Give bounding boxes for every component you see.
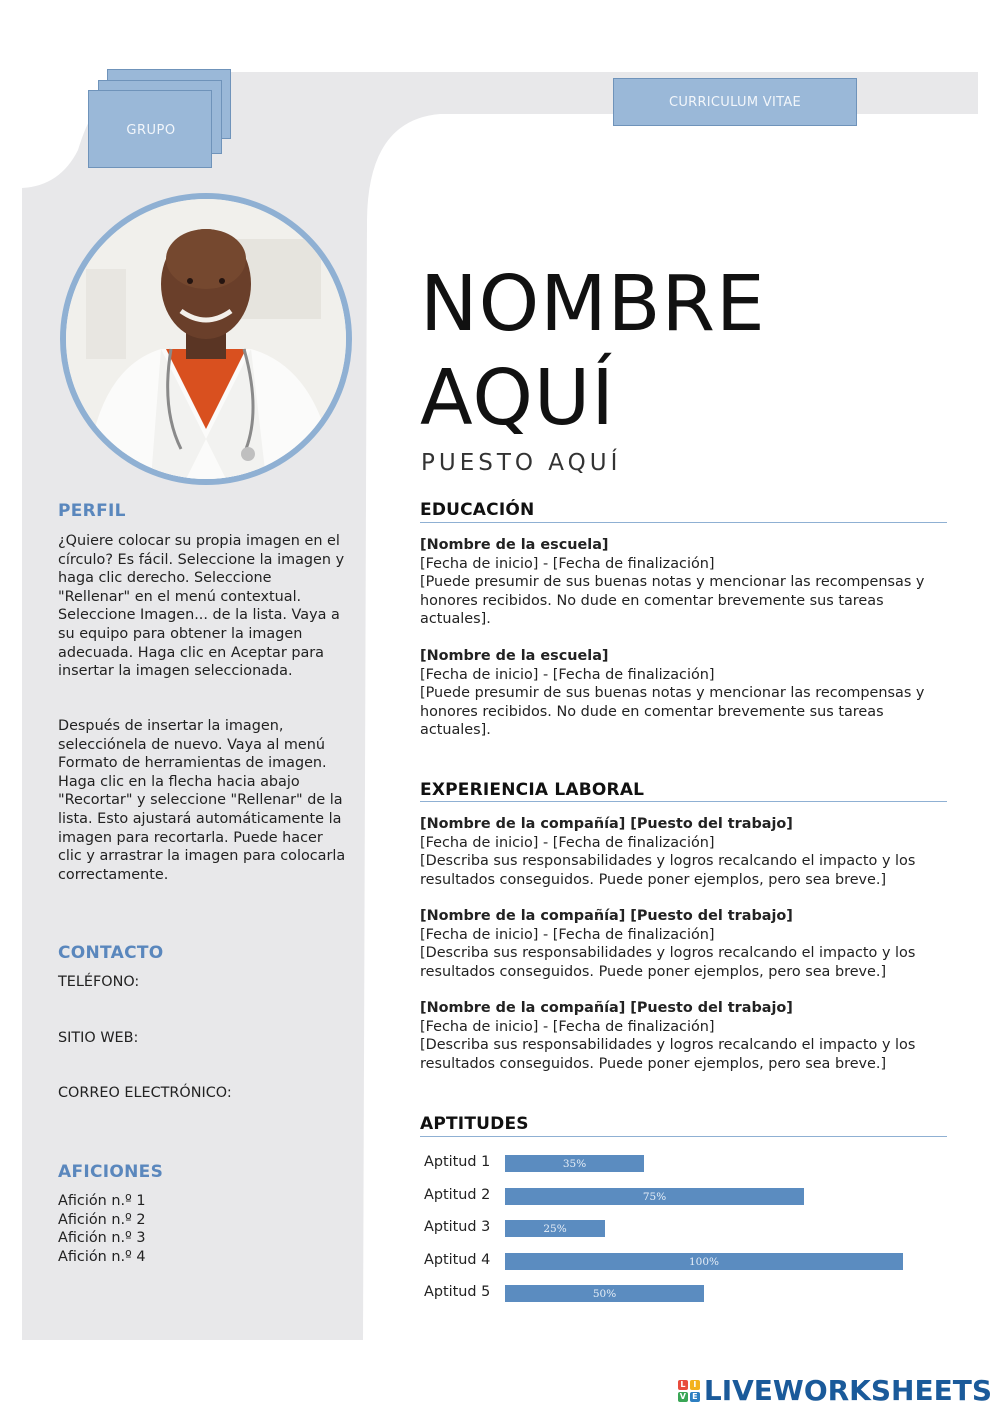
aficiones-heading: AFICIONES: [58, 1162, 164, 1182]
sitio-web-label: SITIO WEB:: [58, 1030, 139, 1046]
skill-percent: 100%: [688, 1255, 720, 1268]
skill-bar: [505, 1220, 605, 1237]
telefono-label: TELÉFONO:: [58, 974, 140, 990]
aficion-item: Afición n.º 1: [58, 1193, 146, 1209]
aficion-item: Afición n.º 3: [58, 1230, 146, 1246]
education-entry: [420, 536, 950, 629]
job-dates: [Fecha de inicio] - [Fecha de finalización]: [420, 926, 715, 943]
company-and-position: [Nombre de la compañía] [Puesto del trabajo]: [420, 908, 793, 924]
education-dates: [Fecha de inicio] - [Fecha de finalización]: [420, 555, 715, 572]
perfil-paragraph-2: Después de insertar la imagen, selecciónela de nuevo. Vaya al menú Formato de herramientas de imagen. Haga clic en la flecha hacia abajo "Recortar" y seleccione "Rellenar" de la lista. Esto ajustará automáticamente la imagen para recortarla. Puede hacer clic y arrastrar la imagen para colocarla correctamente.: [58, 718, 346, 883]
profile-photo[interactable]: [60, 193, 352, 485]
name-line-2: AQUÍ: [420, 354, 615, 443]
experiencia-divider: [420, 801, 947, 802]
aptitudes-heading: APTITUDES: [420, 1114, 529, 1134]
job-dates: [Fecha de inicio] - [Fecha de finalización]: [420, 834, 715, 851]
job-title: PUESTO AQUÍ: [421, 450, 622, 476]
skill-percent: 75%: [642, 1190, 667, 1203]
liveworksheets-logo-icon: [678, 1380, 700, 1402]
education-entry: [420, 647, 950, 740]
group-label: GRUPO: [126, 122, 176, 138]
skill-label: Aptitud 1: [424, 1154, 491, 1170]
skill-percent: 25%: [543, 1222, 567, 1235]
education-description: [Puede presumir de sus buenas notas y mencionar las recompensas y honores recibidos. No dude en comentar brevemente sus tareas actuales].: [420, 574, 925, 628]
job-entry: [420, 815, 950, 889]
school-name: [Nombre de la escuela]: [420, 537, 609, 553]
aptitudes-divider: [420, 1136, 947, 1137]
logo-letter: V: [679, 1391, 686, 1401]
skill-bar: [505, 1285, 704, 1302]
skill-bar: [505, 1188, 804, 1205]
school-name: [Nombre de la escuela]: [420, 648, 609, 664]
skill-label: Aptitud 3: [424, 1219, 491, 1235]
company-and-position: [Nombre de la compañía] [Puesto del trabajo]: [420, 1000, 793, 1016]
doctor-portrait-icon: [66, 199, 346, 479]
education-description: [Puede presumir de sus buenas notas y mencionar las recompensas y honores recibidos. No dude en comentar brevemente sus tareas actuales].: [420, 685, 925, 739]
contacto-heading: CONTACTO: [58, 943, 164, 963]
aficion-item: Afición n.º 4: [58, 1249, 146, 1265]
job-entry: [420, 907, 950, 981]
logo-letter: L: [678, 1380, 688, 1390]
logo-letter: E: [690, 1392, 700, 1402]
skill-label: Aptitud 4: [424, 1252, 491, 1268]
skill-bar: [505, 1155, 644, 1172]
experiencia-heading: EXPERIENCIA LABORAL: [420, 780, 645, 800]
job-dates: [Fecha de inicio] - [Fecha de finalización]: [420, 1018, 715, 1035]
skill-percent: 50%: [592, 1287, 617, 1300]
brand-name: LIVEWORKSHEETS: [703, 1374, 992, 1407]
name-line-1: NOMBRE: [420, 260, 766, 349]
educacion-divider: [420, 522, 947, 523]
educacion-heading: EDUCACIÓN: [420, 500, 535, 520]
candidate-name: [420, 258, 766, 446]
skill-bar: [505, 1253, 903, 1270]
aficion-item: Afición n.º 2: [58, 1212, 146, 1228]
education-dates: [Fecha de inicio] - [Fecha de finalización]: [420, 666, 715, 683]
job-description: [Describa sus responsabilidades y logros recalcando el impacto y los resultados conseguidos. Puede poner ejemplos, pero sea breve.]: [420, 853, 916, 888]
job-description: [Describa sus responsabilidades y logros recalcando el impacto y los resultados conseguidos. Puede poner ejemplos, pero sea breve.]: [420, 945, 916, 980]
correo-label: CORREO ELECTRÓNICO:: [58, 1085, 232, 1101]
skill-percent: 35%: [562, 1157, 587, 1170]
skill-label: Aptitud 2: [424, 1187, 491, 1203]
skill-label: Aptitud 5: [424, 1284, 491, 1300]
curriculum-vitae-tab: CURRICULUM VITAE: [613, 78, 857, 126]
company-and-position: [Nombre de la compañía] [Puesto del trabajo]: [420, 816, 793, 832]
liveworksheets-brand[interactable]: [678, 1374, 992, 1407]
job-description: [Describa sus responsabilidades y logros recalcando el impacto y los resultados conseguidos. Puede poner ejemplos, pero sea breve.]: [420, 1037, 916, 1072]
logo-letter: I: [690, 1380, 700, 1390]
perfil-paragraph-1: ¿Quiere colocar su propia imagen en el círculo? Es fácil. Seleccione la imagen y haga clic derecho. Seleccione "Rellenar" en el menú contextual. Seleccione Imagen... de la lista. Vaya a su equipo para obtener la imagen adecuada. Haga clic en Aceptar para insertar la imagen seleccionada.: [58, 533, 345, 680]
perfil-heading: PERFIL: [58, 501, 126, 521]
job-entry: [420, 999, 950, 1073]
